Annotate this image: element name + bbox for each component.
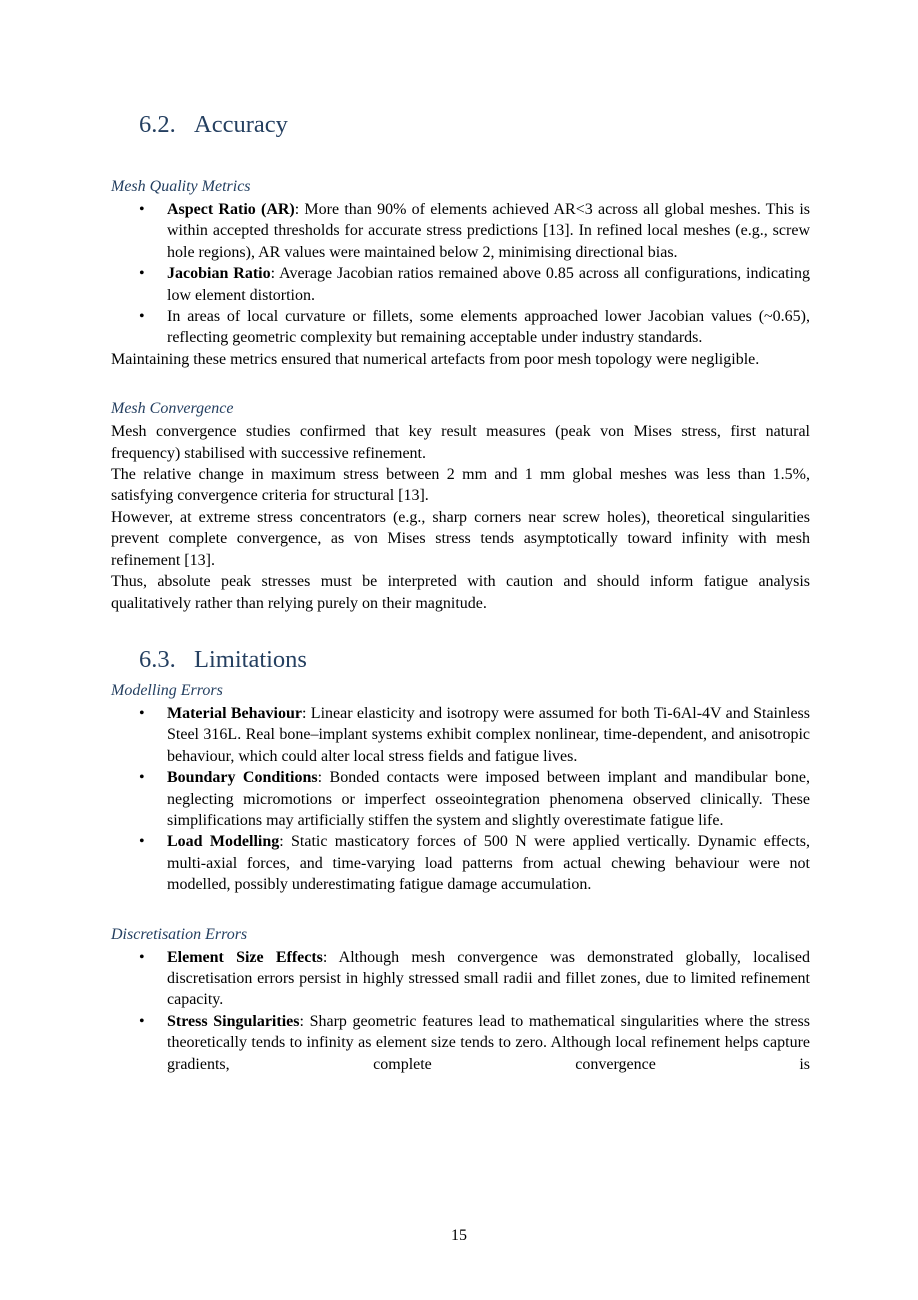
section-heading-limitations xyxy=(111,641,810,679)
list-item xyxy=(167,1011,810,1075)
list-item-term: Aspect Ratio (AR) xyxy=(167,201,295,218)
modelling-errors-list xyxy=(111,703,810,896)
list-item-term: Boundary Conditions xyxy=(167,769,318,787)
convergence-paragraph: The relative change in maximum stress between 2 mm and 1 mm global meshes was less than 1.5%, satisfying convergence criteria for structural [13]. xyxy=(111,466,810,505)
section-number: 6.2. xyxy=(139,111,176,138)
list-item-term: Material Behaviour xyxy=(167,704,302,722)
subheading-discretisation-errors: Discretisation Errors xyxy=(111,925,248,943)
convergence-paragraph: However, at extreme stress concentrators (e.g., sharp corners near screw holes), theoretical singularities prevent complete convergence, as von Mises stress tends asymptotically toward infinity with mesh refinement [13]. xyxy=(111,508,810,569)
mesh-quality-summary: Maintaining these metrics ensured that numerical artefacts from poor mesh topology were negligible. xyxy=(111,350,760,368)
list-item xyxy=(167,199,810,263)
list-item-term: Stress Singularities xyxy=(167,1012,300,1030)
list-item xyxy=(167,767,810,831)
section-title: Accuracy xyxy=(194,111,288,138)
list-item-text: : Static masticatory forces of 500 N were applied vertically. Dynamic effects, multi-axial forces, and time-varying load patterns from actual chewing behaviour were not modelled, possibly underestimating fatigue damage accumulation. xyxy=(167,833,810,894)
list-item-text: : Bonded contacts were imposed between implant and mandibular bone, neglecting micromotions or imperfect osseointegration phenomena observed clinically. These simplifications may artificially stiffen the system and slightly overestimate fatigue life. xyxy=(167,769,811,829)
list-item xyxy=(167,831,810,895)
list-item-text: : More than 90% of elements achieved AR<3 across all global meshes. This is within accepted thresholds for accurate stress predictions [13]. In refined local meshes (e.g., screw hole regions), AR values were maintained below 2, minimising directional bias. xyxy=(167,201,810,261)
discretisation-errors-list xyxy=(111,947,810,1075)
list-item-text: : Although mesh convergence was demonstrated globally, localised discretisation errors persist in highly stressed small radii and fillet zones, due to limited refinement capacity. xyxy=(167,948,811,1009)
subheading-mesh-convergence: Mesh Convergence xyxy=(111,400,234,418)
list-item xyxy=(167,703,810,767)
section-number: 6.3. xyxy=(139,645,176,673)
list-item-text: : Average Jacobian ratios remained above 0.85 across all configurations, indicating low element distortion. xyxy=(167,265,810,304)
list-item-text: In areas of local curvature or fillets, some elements approached lower Jacobian values (~0.65), reflecting geometric complexity but remaining acceptable under industry standards. xyxy=(167,308,810,347)
page-number: 15 xyxy=(451,1227,467,1244)
section-heading-accuracy xyxy=(111,106,810,144)
section-title: Limitations xyxy=(194,645,307,673)
mesh-quality-list xyxy=(111,199,810,349)
subheading-modelling-errors: Modelling Errors xyxy=(111,681,223,699)
convergence-paragraph: Thus, absolute peak stresses must be interpreted with caution and should inform fatigue analysis qualitatively rather than relying purely on their magnitude. xyxy=(111,573,810,612)
list-item-term: Load Modelling xyxy=(167,833,280,851)
list-item-term: Jacobian Ratio xyxy=(167,265,271,283)
list-item xyxy=(167,947,810,1011)
list-item-text: : Sharp geometric features lead to mathematical singularities where the stress theoretically tends to infinity as element size tends to zero. Although local refinement helps capture gradients, complete convergence is xyxy=(167,1012,811,1073)
convergence-paragraph: Mesh convergence studies confirmed that key result measures (peak von Mises stress, first natural frequency) stabilised with successive refinement. xyxy=(111,423,810,462)
subheading-mesh-quality-metrics: Mesh Quality Metrics xyxy=(111,178,251,195)
list-item-term: Element Size Effects xyxy=(167,948,323,966)
list-item-text: : Linear elasticity and isotropy were assumed for both Ti-6Al-4V and Stainless Steel 316L. Real bone–implant systems exhibit complex nonlinear, time-dependent, and anisotropic behaviour, which could alter local stress fields and fatigue lives. xyxy=(167,704,810,765)
page-content xyxy=(111,106,810,1075)
list-item xyxy=(167,263,810,306)
list-item xyxy=(167,306,810,349)
